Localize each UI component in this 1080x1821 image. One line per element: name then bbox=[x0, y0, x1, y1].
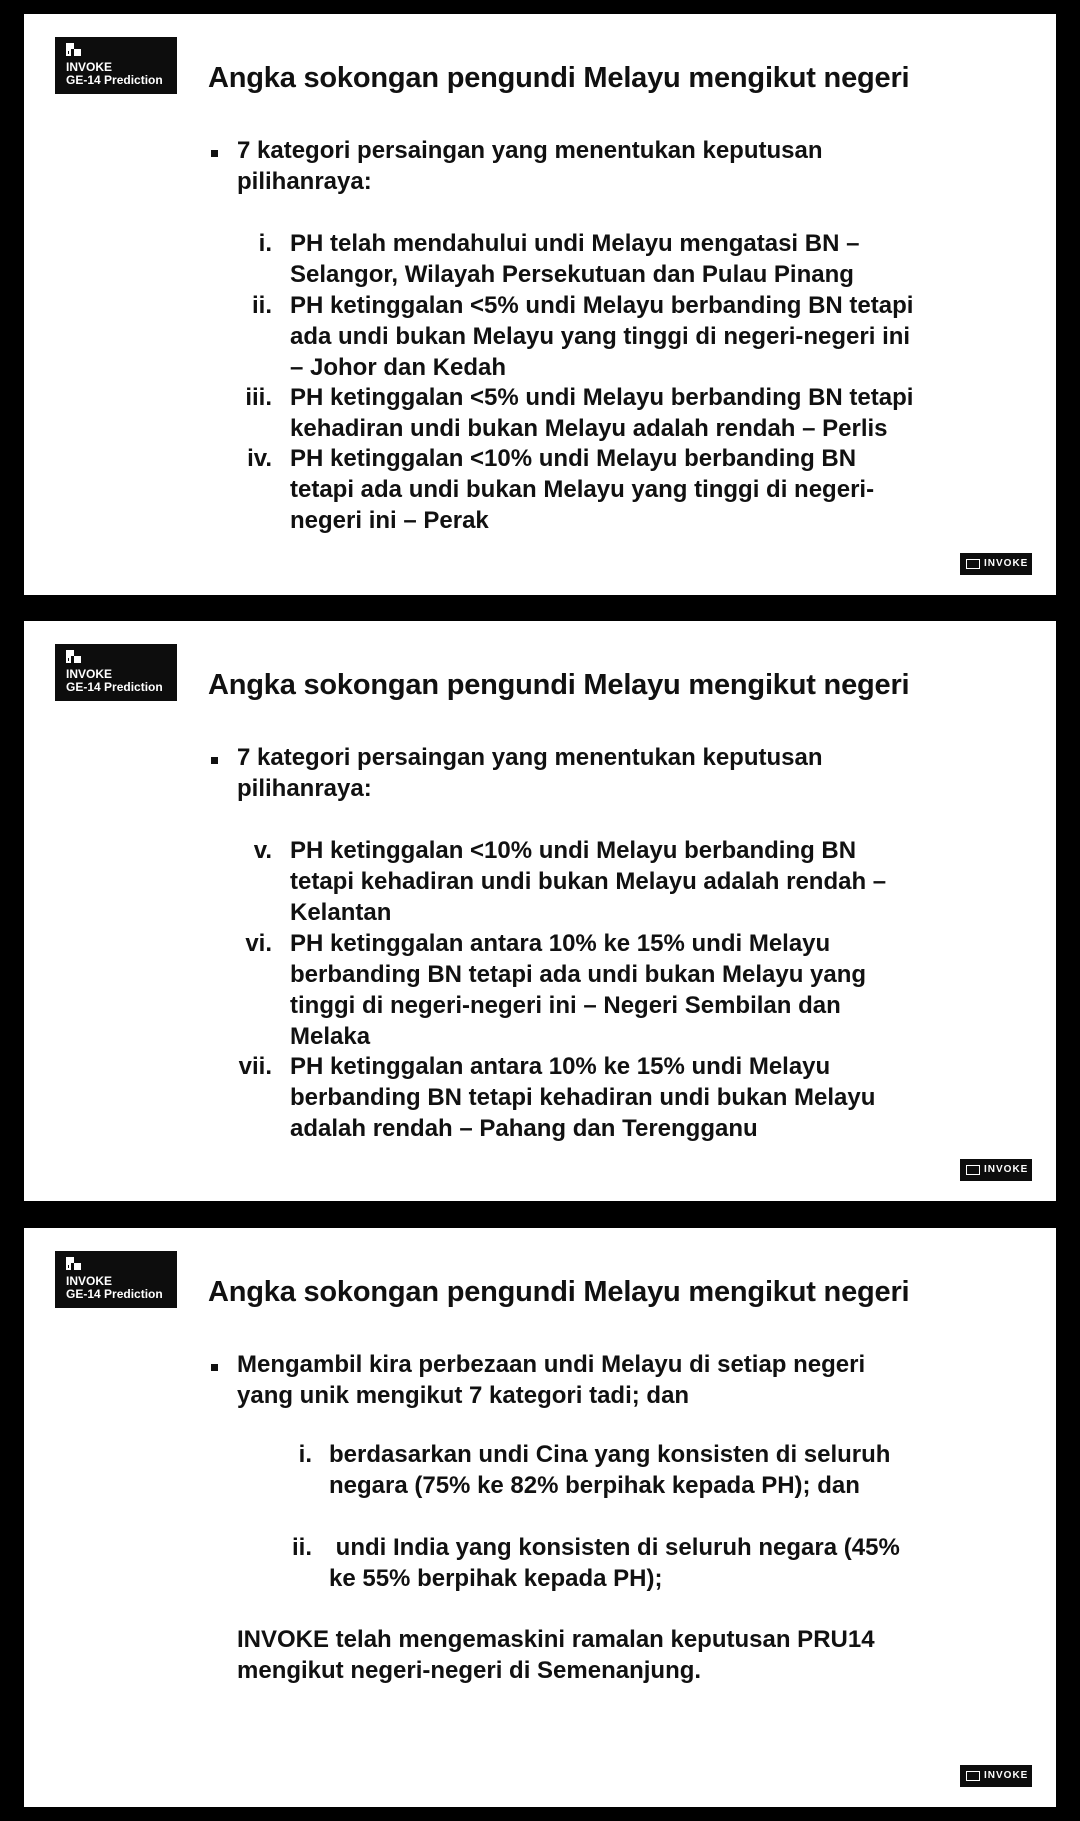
list-item: PH ketinggalan antara 10% ke 15% undi Melayu berbanding BN tetapi kehadiran undi bukan Melayu adalah rendah – Pahang dan Terengganu bbox=[290, 1053, 876, 1142]
list-item: PH ketinggalan <10% undi Melayu berbanding BN tetapi ada undi bukan Melayu yang tinggi di negeri- negeri ini – Perak bbox=[290, 445, 875, 534]
invoke-footer-icon bbox=[966, 1165, 980, 1175]
invoke-logo-icon bbox=[66, 1257, 82, 1271]
bullet-square-icon bbox=[211, 1364, 218, 1371]
badge-line-2: GE-14 Prediction bbox=[66, 680, 163, 694]
slide-title: Angka sokongan pengundi Melayu mengikut negeri bbox=[208, 1276, 910, 1308]
badge-line-2: GE-14 Prediction bbox=[66, 1287, 163, 1301]
closing-text: INVOKE telah mengemaskini ramalan keputusan PRU14 mengikut negeri-negeri di Semenanjung. bbox=[237, 1626, 875, 1684]
badge-line-1: INVOKE bbox=[66, 667, 113, 681]
item-numeral: iv. bbox=[247, 445, 272, 472]
item-numeral: ii. bbox=[291, 1534, 312, 1561]
bullet-text: Mengambil kira perbezaan undi Melayu di setiap negeri yang unik mengikut 7 kategori tadi; dan bbox=[237, 1351, 866, 1409]
invoke-footer-logo: INVOKE bbox=[960, 1159, 1032, 1181]
invoke-footer-logo: INVOKE bbox=[960, 1765, 1032, 1787]
bullet-square-icon bbox=[211, 757, 218, 764]
item-numeral: i. bbox=[298, 1441, 312, 1468]
invoke-footer-icon bbox=[966, 559, 980, 569]
slide-3 bbox=[24, 1228, 1056, 1807]
invoke-badge bbox=[55, 1251, 177, 1308]
list-item: berdasarkan undi Cina yang konsisten di seluruh negara (75% ke 82% berpihak kepada PH); dan bbox=[329, 1441, 891, 1499]
badge-line-1: INVOKE bbox=[66, 60, 113, 74]
list-item: undi India yang konsisten di seluruh negara (45% ke 55% berpihak kepada PH); bbox=[329, 1534, 900, 1592]
slide-2 bbox=[24, 621, 1056, 1201]
badge-line-2: GE-14 Prediction bbox=[66, 73, 163, 87]
invoke-footer-icon bbox=[966, 1771, 980, 1781]
list-item: PH telah mendahului undi Melayu mengatasi BN – Selangor, Wilayah Persekutuan dan Pulau Pinang bbox=[290, 230, 860, 288]
item-numeral: vi. bbox=[245, 930, 272, 957]
item-numeral: i. bbox=[258, 230, 272, 257]
slide-1 bbox=[24, 14, 1056, 595]
slide-title: Angka sokongan pengundi Melayu mengikut negeri bbox=[208, 669, 910, 701]
item-numeral: ii. bbox=[251, 292, 272, 319]
badge-line-1: INVOKE bbox=[66, 1274, 113, 1288]
invoke-footer-logo: INVOKE bbox=[960, 553, 1032, 575]
bullet-text: 7 kategori persaingan yang menentukan keputusan pilihanraya: bbox=[237, 744, 823, 802]
bullet-square-icon bbox=[211, 150, 218, 157]
invoke-badge bbox=[55, 644, 177, 701]
list-item: PH ketinggalan antara 10% ke 15% undi Melayu berbanding BN tetapi ada undi bukan Melayu yang tinggi di negeri-negeri ini – Negeri Sembilan dan Melaka bbox=[290, 930, 867, 1050]
list-item: PH ketinggalan <10% undi Melayu berbanding BN tetapi kehadiran undi bukan Melayu adalah rendah – Kelantan bbox=[290, 837, 887, 926]
list-item: PH ketinggalan <5% undi Melayu berbanding BN tetapi kehadiran undi bukan Melayu adalah rendah – Perlis bbox=[290, 384, 914, 442]
bullet-text: 7 kategori persaingan yang menentukan keputusan pilihanraya: bbox=[237, 137, 823, 195]
invoke-logo-icon bbox=[66, 43, 82, 57]
invoke-logo-icon bbox=[66, 650, 82, 664]
invoke-badge bbox=[55, 37, 177, 94]
item-numeral: vii. bbox=[238, 1053, 272, 1080]
item-numeral: v. bbox=[253, 837, 272, 864]
list-item: PH ketinggalan <5% undi Melayu berbanding BN tetapi ada undi bukan Melayu yang tinggi di negeri-negeri ini – Johor dan Kedah bbox=[290, 292, 914, 381]
item-numeral: iii. bbox=[245, 384, 272, 411]
slide-title: Angka sokongan pengundi Melayu mengikut negeri bbox=[208, 62, 910, 94]
